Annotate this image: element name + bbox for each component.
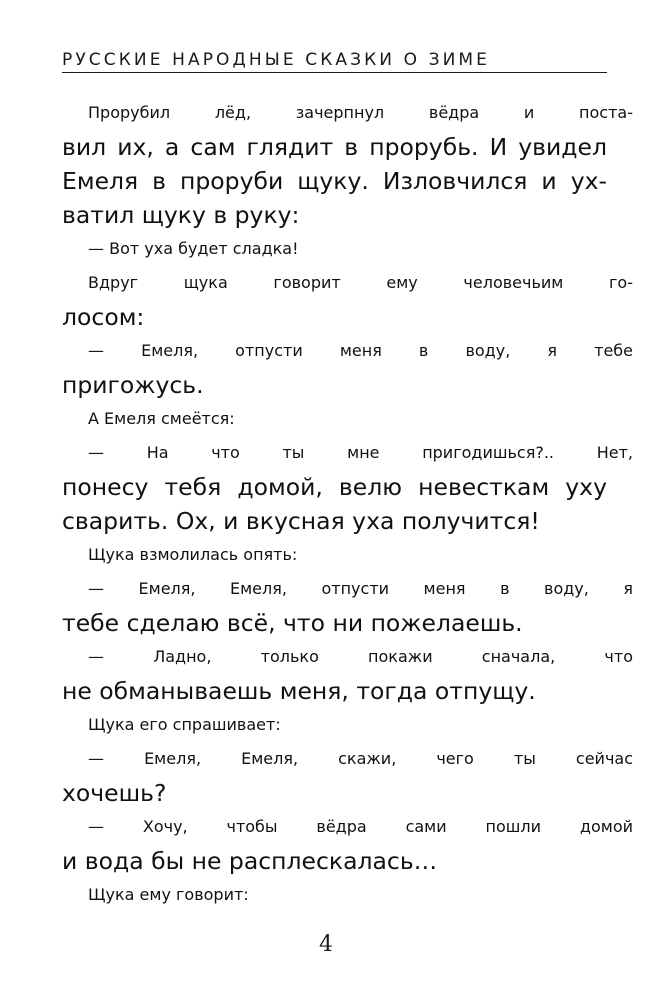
paragraph xyxy=(62,334,633,402)
paragraph xyxy=(62,708,607,742)
text-line: лосом: xyxy=(62,303,145,331)
text-line: Емеля в проруби щуку. Изловчился и ух- xyxy=(62,167,607,195)
text-line: Щука его спрашивает: xyxy=(88,715,281,734)
text-line: Прорубил лёд, зачерпнул вёдра и поста- xyxy=(88,103,633,122)
running-head: РУССКИЕ НАРОДНЫЕ СКАЗКИ О ЗИМЕ xyxy=(62,50,491,70)
text-line: пригожусь. xyxy=(62,371,204,399)
text-line: Щука взмолилась опять: xyxy=(88,545,298,564)
text-line: Вдруг щука говорит ему человечьим го- xyxy=(88,273,633,292)
text-line: и вода бы не расплескалась… xyxy=(62,847,438,875)
text-line: А Емеля смеётся: xyxy=(88,409,235,428)
text-line: — На что ты мне пригодишься?.. Нет, xyxy=(88,443,633,462)
paragraph xyxy=(62,402,607,436)
paragraph xyxy=(62,878,607,912)
text-line: — Ладно, только покажи сначала, что xyxy=(88,647,633,666)
paragraph xyxy=(62,266,633,334)
paragraph xyxy=(62,640,633,708)
text-line: не обманываешь меня, тогда отпущу. xyxy=(62,677,536,705)
body-text xyxy=(62,96,633,912)
text-line: — Емеля, Емеля, отпусти меня в воду, я xyxy=(88,579,633,598)
text-line: тебе сделаю всё, что ни пожелаешь. xyxy=(62,609,523,637)
page-number: 4 xyxy=(319,932,333,957)
paragraph xyxy=(62,742,633,810)
paragraph xyxy=(62,810,633,878)
paragraph xyxy=(62,232,607,266)
text-line: — Вот уха будет сладка! xyxy=(88,239,299,258)
text-line: сварить. Ох, и вкусная уха получится! xyxy=(62,507,540,535)
text-line: Щука ему говорит: xyxy=(88,885,249,904)
header-rule xyxy=(62,72,607,73)
text-line: хочешь? xyxy=(62,779,167,807)
paragraph xyxy=(62,572,633,640)
text-line: — Хочу, чтобы вёдра сами пошли домой xyxy=(88,817,633,836)
text-line: — Емеля, Емеля, скажи, чего ты сейчас xyxy=(88,749,633,768)
paragraph xyxy=(62,538,607,572)
paragraph xyxy=(62,436,633,538)
text-line: вил их, а сам глядит в прорубь. И увидел xyxy=(62,133,607,161)
text-line: — Емеля, отпусти меня в воду, я тебе xyxy=(88,341,633,360)
paragraph xyxy=(62,96,633,232)
text-line: понесу тебя домой, велю невесткам уху xyxy=(62,473,607,501)
text-line: ватил щуку в руку: xyxy=(62,201,300,229)
